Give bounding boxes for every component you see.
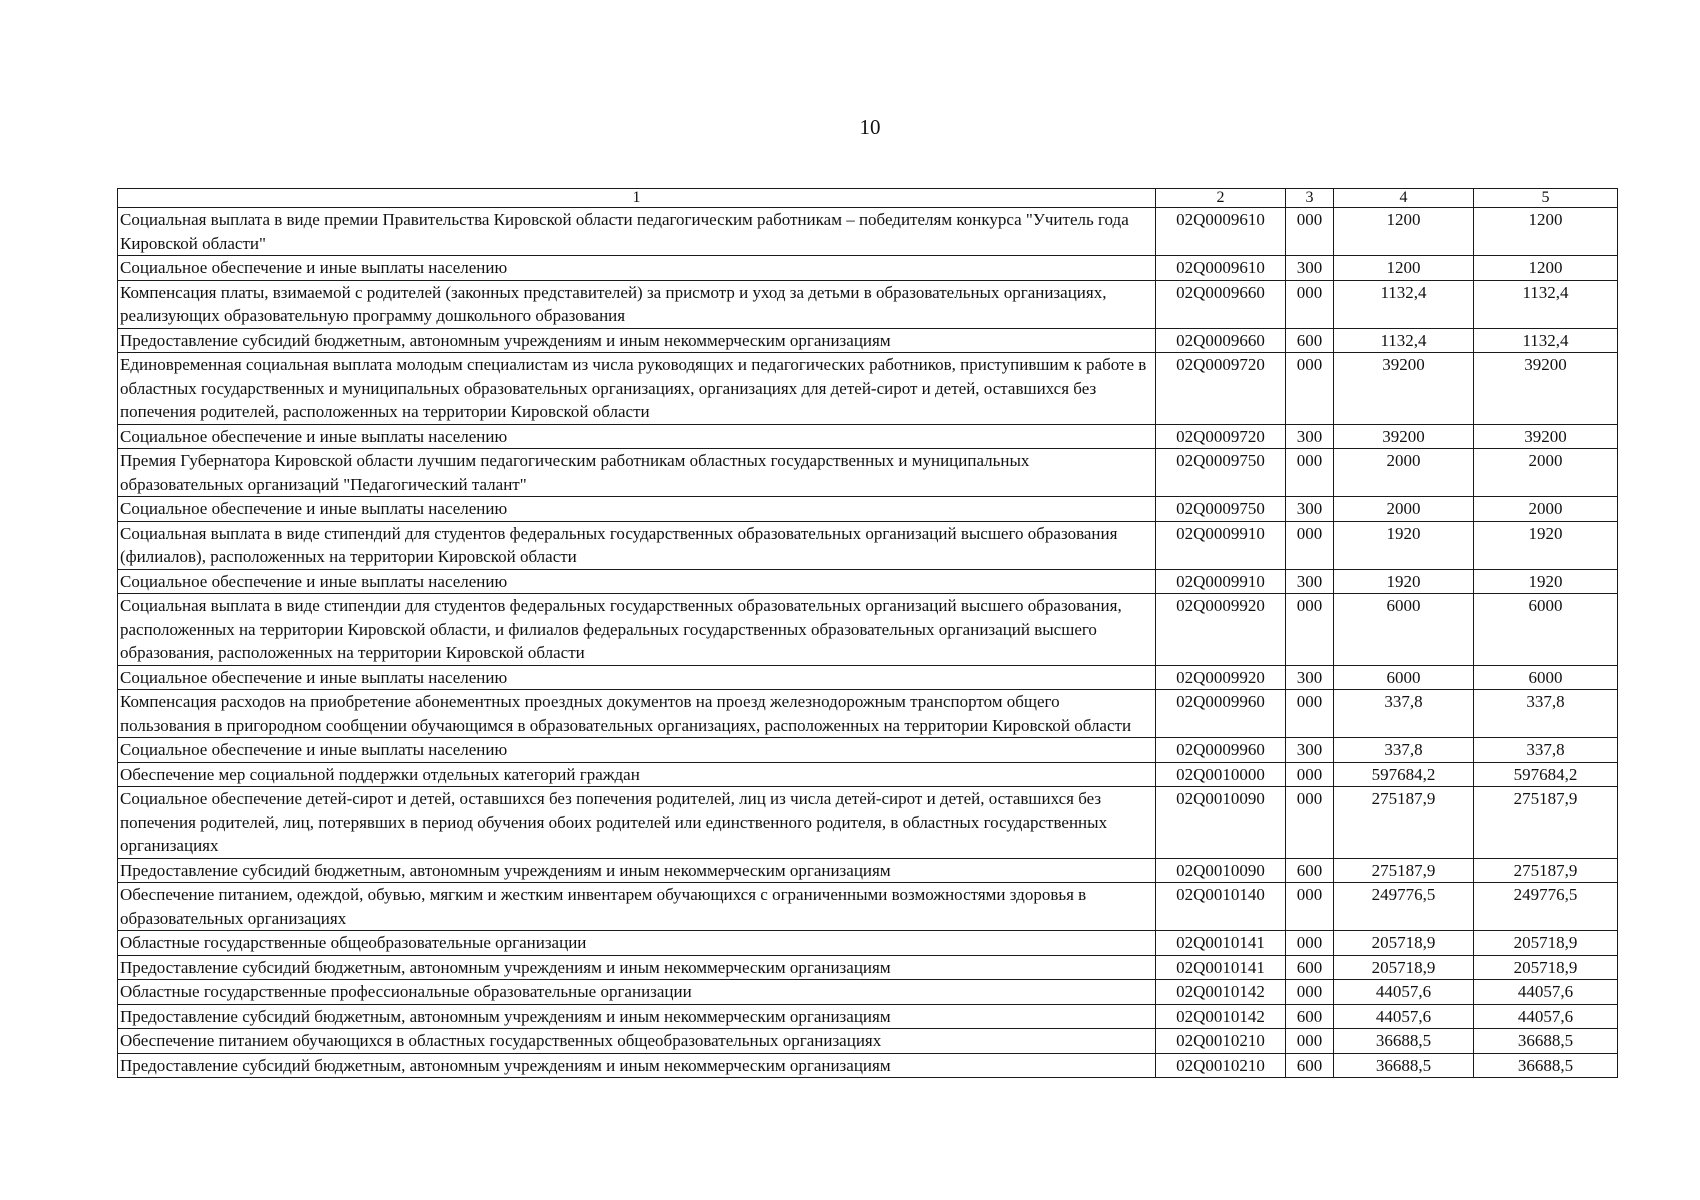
row-expense-type: 600: [1286, 858, 1334, 883]
table-row: [118, 1053, 1618, 1078]
table-row: [118, 955, 1618, 980]
row-code: 02Q0009920: [1156, 594, 1286, 666]
row-name: Предоставление субсидий бюджетным, автономным учреждениям и иным некоммерческим организациям: [118, 858, 1156, 883]
row-amount-col5: 249776,5: [1474, 883, 1618, 931]
row-amount-col5: 1132,4: [1474, 328, 1618, 353]
page-number: 10: [859, 115, 881, 139]
row-amount-col4: 1132,4: [1334, 328, 1474, 353]
table-row: [118, 1004, 1618, 1029]
row-expense-type: 000: [1286, 787, 1334, 859]
row-code: 02Q0009610: [1156, 256, 1286, 281]
row-amount-col5: 39200: [1474, 424, 1618, 449]
row-amount-col4: 597684,2: [1334, 762, 1474, 787]
row-amount-col5: 205718,9: [1474, 955, 1618, 980]
row-name: Предоставление субсидий бюджетным, автономным учреждениям и иным некоммерческим организациям: [118, 1004, 1156, 1029]
row-amount-col4: 249776,5: [1334, 883, 1474, 931]
row-name: Обеспечение питанием, одеждой, обувью, мягким и жестким инвентарем обучающихся с ограниченными возможностями здоровья в образовательных организациях: [118, 883, 1156, 931]
row-name: Социальное обеспечение и иные выплаты населению: [118, 424, 1156, 449]
row-amount-col5: 275187,9: [1474, 787, 1618, 859]
row-amount-col4: 337,8: [1334, 690, 1474, 738]
row-amount-col5: 337,8: [1474, 690, 1618, 738]
row-amount-col5: 36688,5: [1474, 1053, 1618, 1078]
row-code: 02Q0009920: [1156, 665, 1286, 690]
row-expense-type: 300: [1286, 665, 1334, 690]
table-row: [118, 858, 1618, 883]
row-amount-col4: 39200: [1334, 353, 1474, 425]
row-amount-col5: 205718,9: [1474, 931, 1618, 956]
row-amount-col4: 205718,9: [1334, 955, 1474, 980]
table-row: [118, 738, 1618, 763]
row-amount-col5: 2000: [1474, 449, 1618, 497]
table-row: [118, 208, 1618, 256]
row-code: 02Q0009720: [1156, 353, 1286, 425]
row-expense-type: 000: [1286, 521, 1334, 569]
table-row: [118, 256, 1618, 281]
row-name: Премия Губернатора Кировской области лучшим педагогическим работникам областных государственных и муниципальных образовательных организаций "Педагогический талант": [118, 449, 1156, 497]
table-row: [118, 931, 1618, 956]
row-amount-col4: 44057,6: [1334, 1004, 1474, 1029]
row-amount-col5: 1200: [1474, 256, 1618, 281]
row-code: 02Q0010141: [1156, 955, 1286, 980]
row-amount-col5: 337,8: [1474, 738, 1618, 763]
row-amount-col4: 1132,4: [1334, 280, 1474, 328]
row-name: Социальная выплата в виде стипендии для студентов федеральных государственных образовательных организаций высшего образования, расположенных на территории Кировской области, и филиалов федеральных государственных образовательных организаций высшего образования, расположенных на территории Кировской области: [118, 594, 1156, 666]
row-code: 02Q0010142: [1156, 980, 1286, 1005]
table-row: [118, 353, 1618, 425]
table-row: [118, 424, 1618, 449]
row-expense-type: 300: [1286, 256, 1334, 281]
row-amount-col4: 1200: [1334, 208, 1474, 256]
table-row: [118, 980, 1618, 1005]
row-code: 02Q0010090: [1156, 858, 1286, 883]
row-expense-type: 300: [1286, 738, 1334, 763]
row-name: Социальная выплата в виде стипендий для студентов федеральных государственных образовательных организаций высшего образования (филиалов), расположенных на территории Кировской области: [118, 521, 1156, 569]
row-expense-type: 000: [1286, 883, 1334, 931]
row-code: 02Q0010141: [1156, 931, 1286, 956]
table-row: [118, 787, 1618, 859]
row-code: 02Q0009960: [1156, 738, 1286, 763]
row-name: Компенсация платы, взимаемой с родителей (законных представителей) за присмотр и уход за детьми в образовательных организациях, реализующих образовательную программу дошкольного образования: [118, 280, 1156, 328]
row-code: 02Q0009960: [1156, 690, 1286, 738]
row-amount-col4: 275187,9: [1334, 787, 1474, 859]
table-header: [118, 189, 1618, 208]
row-amount-col5: 1200: [1474, 208, 1618, 256]
row-amount-col5: 6000: [1474, 594, 1618, 666]
row-expense-type: 000: [1286, 762, 1334, 787]
row-amount-col4: 6000: [1334, 665, 1474, 690]
row-name: Единовременная социальная выплата молодым специалистам из числа руководящих и педагогических работников, приступившим к работе в областных государственных и муниципальных образовательных организациях, организациях для детей-сирот и детей, оставшихся без попечения родителей, расположенных на территории Кировской области: [118, 353, 1156, 425]
row-amount-col4: 44057,6: [1334, 980, 1474, 1005]
row-amount-col4: 2000: [1334, 497, 1474, 522]
row-name: Обеспечение мер социальной поддержки отдельных категорий граждан: [118, 762, 1156, 787]
table-row: [118, 883, 1618, 931]
row-expense-type: 300: [1286, 569, 1334, 594]
row-amount-col5: 39200: [1474, 353, 1618, 425]
row-name: Областные государственные общеобразовательные организации: [118, 931, 1156, 956]
row-code: 02Q0009750: [1156, 497, 1286, 522]
row-code: 02Q0010210: [1156, 1029, 1286, 1054]
row-expense-type: 000: [1286, 690, 1334, 738]
row-amount-col5: 36688,5: [1474, 1029, 1618, 1054]
row-amount-col5: 6000: [1474, 665, 1618, 690]
row-code: 02Q0009910: [1156, 521, 1286, 569]
row-expense-type: 000: [1286, 931, 1334, 956]
row-amount-col5: 1920: [1474, 521, 1618, 569]
row-expense-type: 300: [1286, 424, 1334, 449]
row-name: Предоставление субсидий бюджетным, автономным учреждениям и иным некоммерческим организациям: [118, 955, 1156, 980]
row-amount-col4: 2000: [1334, 449, 1474, 497]
row-name: Социальное обеспечение и иные выплаты населению: [118, 569, 1156, 594]
row-amount-col4: 1200: [1334, 256, 1474, 281]
row-expense-type: 000: [1286, 280, 1334, 328]
row-amount-col5: 2000: [1474, 497, 1618, 522]
header-col-1: 1: [118, 189, 1156, 208]
row-name: Социальная выплата в виде премии Правительства Кировской области педагогическим работникам – победителям конкурса "Учитель года Кировской области": [118, 208, 1156, 256]
budget-table: [117, 188, 1618, 1078]
row-amount-col4: 337,8: [1334, 738, 1474, 763]
row-code: 02Q0009660: [1156, 328, 1286, 353]
row-expense-type: 000: [1286, 1029, 1334, 1054]
row-expense-type: 600: [1286, 1053, 1334, 1078]
row-amount-col4: 36688,5: [1334, 1053, 1474, 1078]
row-code: 02Q0009660: [1156, 280, 1286, 328]
table-row: [118, 280, 1618, 328]
table-row: [118, 594, 1618, 666]
row-expense-type: 300: [1286, 497, 1334, 522]
row-expense-type: 000: [1286, 208, 1334, 256]
row-expense-type: 600: [1286, 328, 1334, 353]
table-row: [118, 762, 1618, 787]
row-amount-col5: 1132,4: [1474, 280, 1618, 328]
row-name: Социальное обеспечение и иные выплаты населению: [118, 665, 1156, 690]
table-row: [118, 328, 1618, 353]
table-row: [118, 521, 1618, 569]
row-amount-col5: 1920: [1474, 569, 1618, 594]
row-code: 02Q0010142: [1156, 1004, 1286, 1029]
header-col-5: 5: [1474, 189, 1618, 208]
row-code: 02Q0009720: [1156, 424, 1286, 449]
row-amount-col5: 44057,6: [1474, 1004, 1618, 1029]
row-amount-col4: 1920: [1334, 521, 1474, 569]
row-name: Социальное обеспечение и иные выплаты населению: [118, 256, 1156, 281]
row-code: 02Q0010090: [1156, 787, 1286, 859]
row-amount-col4: 36688,5: [1334, 1029, 1474, 1054]
row-amount-col4: 205718,9: [1334, 931, 1474, 956]
header-col-4: 4: [1334, 189, 1474, 208]
header-col-2: 2: [1156, 189, 1286, 208]
row-name: Социальное обеспечение и иные выплаты населению: [118, 738, 1156, 763]
table-row: [118, 690, 1618, 738]
row-name: Социальное обеспечение детей-сирот и детей, оставшихся без попечения родителей, лиц из числа детей-сирот и детей, оставшихся без попечения родителей, лиц, потерявших в период обучения обоих родителей или единственного родителя, в областных государственных организациях: [118, 787, 1156, 859]
row-name: Компенсация расходов на приобретение абонементных проездных документов на проезд железнодорожным транспортом общего пользования в пригородном сообщении обучающимся в образовательных организациях, расположенных на территории Кировской области: [118, 690, 1156, 738]
row-code: 02Q0010210: [1156, 1053, 1286, 1078]
row-amount-col4: 39200: [1334, 424, 1474, 449]
row-amount-col5: 44057,6: [1474, 980, 1618, 1005]
row-amount-col5: 275187,9: [1474, 858, 1618, 883]
row-name: Социальное обеспечение и иные выплаты населению: [118, 497, 1156, 522]
row-expense-type: 600: [1286, 955, 1334, 980]
table-row: [118, 1029, 1618, 1054]
row-amount-col4: 275187,9: [1334, 858, 1474, 883]
row-code: 02Q0010140: [1156, 883, 1286, 931]
row-expense-type: 000: [1286, 449, 1334, 497]
row-expense-type: 000: [1286, 353, 1334, 425]
row-name: Предоставление субсидий бюджетным, автономным учреждениям и иным некоммерческим организациям: [118, 328, 1156, 353]
row-code: 02Q0009750: [1156, 449, 1286, 497]
row-amount-col5: 597684,2: [1474, 762, 1618, 787]
table-row: [118, 569, 1618, 594]
row-name: Предоставление субсидий бюджетным, автономным учреждениям и иным некоммерческим организациям: [118, 1053, 1156, 1078]
row-expense-type: 600: [1286, 1004, 1334, 1029]
row-expense-type: 000: [1286, 980, 1334, 1005]
row-code: 02Q0009910: [1156, 569, 1286, 594]
table-body: [118, 208, 1618, 1078]
table-row: [118, 665, 1618, 690]
row-name: Обеспечение питанием обучающихся в областных государственных общеобразовательных организациях: [118, 1029, 1156, 1054]
row-amount-col4: 1920: [1334, 569, 1474, 594]
budget-table-container: [117, 188, 1617, 1078]
table-row: [118, 497, 1618, 522]
header-col-3: 3: [1286, 189, 1334, 208]
row-code: 02Q0009610: [1156, 208, 1286, 256]
table-row: [118, 449, 1618, 497]
row-expense-type: 000: [1286, 594, 1334, 666]
row-code: 02Q0010000: [1156, 762, 1286, 787]
header-row: [118, 189, 1618, 208]
row-amount-col4: 6000: [1334, 594, 1474, 666]
row-name: Областные государственные профессиональные образовательные организации: [118, 980, 1156, 1005]
